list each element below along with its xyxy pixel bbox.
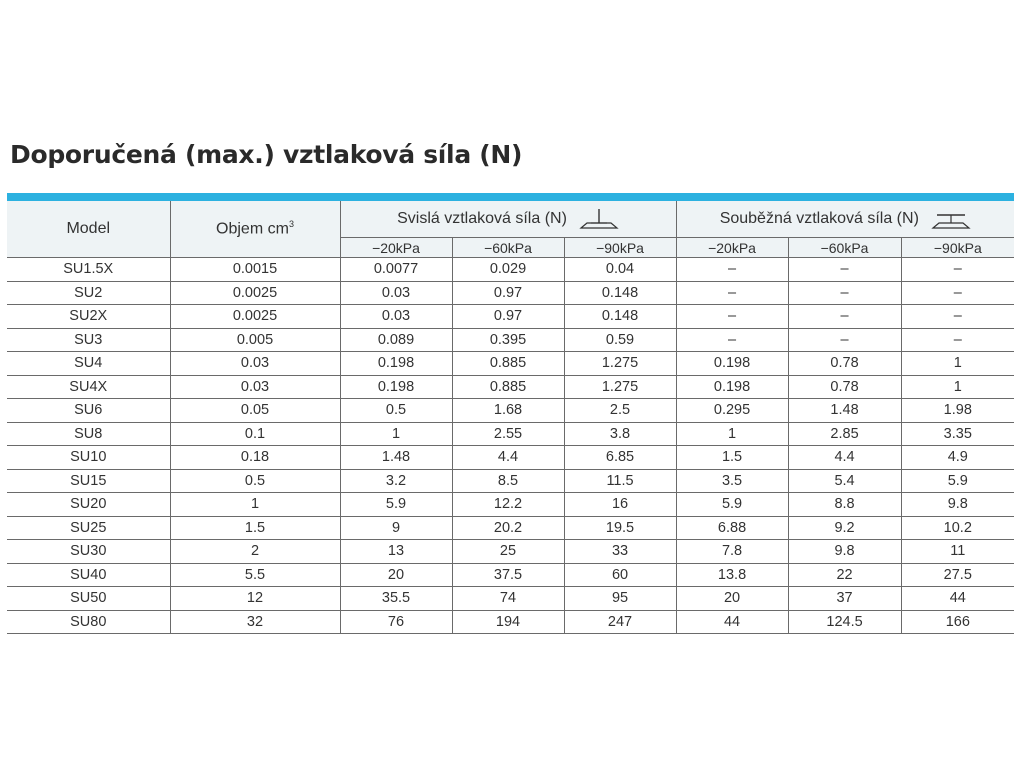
- table-cell: 1.68: [452, 399, 564, 423]
- table-cell: 27.5: [901, 563, 1014, 587]
- table-cell: 44: [676, 610, 788, 634]
- table-row: [7, 258, 1014, 282]
- cell-model: SU6: [7, 399, 170, 423]
- cell-model: SU50: [7, 587, 170, 611]
- table-cell: 2.85: [788, 422, 901, 446]
- table-cell: 3.8: [564, 422, 676, 446]
- table-cell: –: [676, 281, 788, 305]
- table-cell: 9.8: [901, 493, 1014, 517]
- header-pressure: −60kPa: [788, 238, 901, 258]
- table-row: [7, 516, 1014, 540]
- table-cell: 5.9: [901, 469, 1014, 493]
- cell-model: SU80: [7, 610, 170, 634]
- force-table: [7, 201, 1014, 634]
- table-cell: 1.275: [564, 375, 676, 399]
- header-volume-sup: 3: [288, 219, 294, 230]
- cell-model: SU40: [7, 563, 170, 587]
- header-volume: [170, 201, 340, 258]
- table-cell: 0.148: [564, 281, 676, 305]
- table-cell: 1.98: [901, 399, 1014, 423]
- table-cell: 4.4: [788, 446, 901, 470]
- table-cell: 1: [170, 493, 340, 517]
- force-table-container: [7, 193, 1014, 634]
- header-model: Model: [7, 201, 170, 258]
- table-cell: 0.148: [564, 305, 676, 329]
- table-cell: 11.5: [564, 469, 676, 493]
- table-cell: 12: [170, 587, 340, 611]
- parallel-force-icon: [931, 208, 971, 230]
- table-cell: 0.97: [452, 281, 564, 305]
- table-cell: 0.0025: [170, 305, 340, 329]
- table-cell: 1: [676, 422, 788, 446]
- table-cell: 7.8: [676, 540, 788, 564]
- cell-model: SU4: [7, 352, 170, 376]
- table-cell: 4.4: [452, 446, 564, 470]
- cell-model: SU30: [7, 540, 170, 564]
- table-row: [7, 375, 1014, 399]
- table-cell: 0.59: [564, 328, 676, 352]
- table-cell: 35.5: [340, 587, 452, 611]
- table-cell: 16: [564, 493, 676, 517]
- table-cell: 33: [564, 540, 676, 564]
- table-row: [7, 422, 1014, 446]
- table-cell: 0.198: [676, 352, 788, 376]
- cell-model: SU4X: [7, 375, 170, 399]
- table-cell: 3.35: [901, 422, 1014, 446]
- table-cell: 8.5: [452, 469, 564, 493]
- table-header: [7, 201, 1014, 258]
- table-row: [7, 305, 1014, 329]
- table-cell: 3.5: [676, 469, 788, 493]
- table-cell: 0.1: [170, 422, 340, 446]
- cell-model: SU3: [7, 328, 170, 352]
- table-row: [7, 563, 1014, 587]
- table-cell: 13: [340, 540, 452, 564]
- table-cell: 20: [340, 563, 452, 587]
- table-cell: –: [788, 305, 901, 329]
- table-row: [7, 328, 1014, 352]
- table-cell: 0.04: [564, 258, 676, 282]
- table-cell: 1.275: [564, 352, 676, 376]
- table-cell: 166: [901, 610, 1014, 634]
- table-cell: 0.0077: [340, 258, 452, 282]
- table-cell: 13.8: [676, 563, 788, 587]
- table-cell: 60: [564, 563, 676, 587]
- table-cell: 44: [901, 587, 1014, 611]
- table-cell: 0.885: [452, 352, 564, 376]
- cell-model: SU25: [7, 516, 170, 540]
- table-cell: 11: [901, 540, 1014, 564]
- table-cell: 12.2: [452, 493, 564, 517]
- accent-bar: [7, 193, 1014, 201]
- table-cell: 0.18: [170, 446, 340, 470]
- table-cell: –: [901, 258, 1014, 282]
- table-cell: 37.5: [452, 563, 564, 587]
- header-vertical-force: [340, 201, 676, 238]
- table-cell: –: [676, 258, 788, 282]
- table-cell: 0.78: [788, 352, 901, 376]
- table-cell: –: [901, 281, 1014, 305]
- table-cell: 0.005: [170, 328, 340, 352]
- table-row: [7, 540, 1014, 564]
- table-cell: 10.2: [901, 516, 1014, 540]
- table-cell: 0.05: [170, 399, 340, 423]
- table-row: [7, 399, 1014, 423]
- table-cell: 0.03: [340, 305, 452, 329]
- header-pressure: −90kPa: [901, 238, 1014, 258]
- table-cell: 1: [901, 352, 1014, 376]
- table-cell: 0.089: [340, 328, 452, 352]
- header-volume-label: Objem cm: [216, 220, 289, 238]
- header-parallel-force: [676, 201, 1014, 238]
- cell-model: SU15: [7, 469, 170, 493]
- table-cell: 1.5: [170, 516, 340, 540]
- table-cell: 1: [901, 375, 1014, 399]
- table-cell: 9.8: [788, 540, 901, 564]
- table-cell: 6.88: [676, 516, 788, 540]
- table-cell: 3.2: [340, 469, 452, 493]
- table-row: [7, 469, 1014, 493]
- table-cell: 37: [788, 587, 901, 611]
- table-cell: –: [901, 328, 1014, 352]
- table-cell: 0.0015: [170, 258, 340, 282]
- table-cell: 5.9: [340, 493, 452, 517]
- page-title: Doporučená (max.) vztlaková síla (N): [10, 140, 523, 169]
- table-cell: 9.2: [788, 516, 901, 540]
- table-cell: 1: [340, 422, 452, 446]
- table-cell: 2: [170, 540, 340, 564]
- table-cell: 0.0025: [170, 281, 340, 305]
- table-row: [7, 587, 1014, 611]
- table-cell: 194: [452, 610, 564, 634]
- header-pressure: −20kPa: [676, 238, 788, 258]
- cell-model: SU8: [7, 422, 170, 446]
- table-cell: 0.885: [452, 375, 564, 399]
- table-cell: 1.48: [340, 446, 452, 470]
- table-cell: –: [676, 305, 788, 329]
- table-cell: 19.5: [564, 516, 676, 540]
- table-cell: 8.8: [788, 493, 901, 517]
- header-pressure: −90kPa: [564, 238, 676, 258]
- header-vertical-label: Svislá vztlaková síla (N): [397, 210, 567, 227]
- header-pressure: −20kPa: [340, 238, 452, 258]
- table-cell: 0.395: [452, 328, 564, 352]
- table-cell: 95: [564, 587, 676, 611]
- table-cell: 9: [340, 516, 452, 540]
- cell-model: SU2: [7, 281, 170, 305]
- table-cell: 247: [564, 610, 676, 634]
- table-cell: 0.029: [452, 258, 564, 282]
- cell-model: SU20: [7, 493, 170, 517]
- table-cell: –: [788, 281, 901, 305]
- table-cell: 25: [452, 540, 564, 564]
- table-body: [7, 258, 1014, 634]
- table-row: [7, 281, 1014, 305]
- table-cell: 20: [676, 587, 788, 611]
- table-row: [7, 352, 1014, 376]
- table-cell: 4.9: [901, 446, 1014, 470]
- cell-model: SU1.5X: [7, 258, 170, 282]
- table-cell: 2.5: [564, 399, 676, 423]
- table-row: [7, 446, 1014, 470]
- table-cell: 32: [170, 610, 340, 634]
- table-cell: 5.5: [170, 563, 340, 587]
- table-row: [7, 610, 1014, 634]
- table-cell: 0.03: [170, 352, 340, 376]
- header-parallel-label: Souběžná vztlaková síla (N): [719, 210, 919, 227]
- table-cell: 76: [340, 610, 452, 634]
- header-pressure: −60kPa: [452, 238, 564, 258]
- table-cell: –: [788, 258, 901, 282]
- table-cell: 0.198: [340, 375, 452, 399]
- table-cell: 5.9: [676, 493, 788, 517]
- table-cell: 0.5: [340, 399, 452, 423]
- cell-model: SU2X: [7, 305, 170, 329]
- table-cell: 1.5: [676, 446, 788, 470]
- table-cell: –: [676, 328, 788, 352]
- table-cell: 20.2: [452, 516, 564, 540]
- table-cell: 0.5: [170, 469, 340, 493]
- table-cell: 74: [452, 587, 564, 611]
- table-cell: 6.85: [564, 446, 676, 470]
- table-cell: 124.5: [788, 610, 901, 634]
- vertical-force-icon: [579, 208, 619, 230]
- table-cell: 2.55: [452, 422, 564, 446]
- table-cell: 0.03: [170, 375, 340, 399]
- table-row: [7, 493, 1014, 517]
- table-cell: –: [901, 305, 1014, 329]
- table-cell: 22: [788, 563, 901, 587]
- table-cell: 0.198: [340, 352, 452, 376]
- table-cell: 5.4: [788, 469, 901, 493]
- table-cell: 0.97: [452, 305, 564, 329]
- table-cell: 0.198: [676, 375, 788, 399]
- table-cell: –: [788, 328, 901, 352]
- table-cell: 0.03: [340, 281, 452, 305]
- table-cell: 0.295: [676, 399, 788, 423]
- table-cell: 0.78: [788, 375, 901, 399]
- table-cell: 1.48: [788, 399, 901, 423]
- cell-model: SU10: [7, 446, 170, 470]
